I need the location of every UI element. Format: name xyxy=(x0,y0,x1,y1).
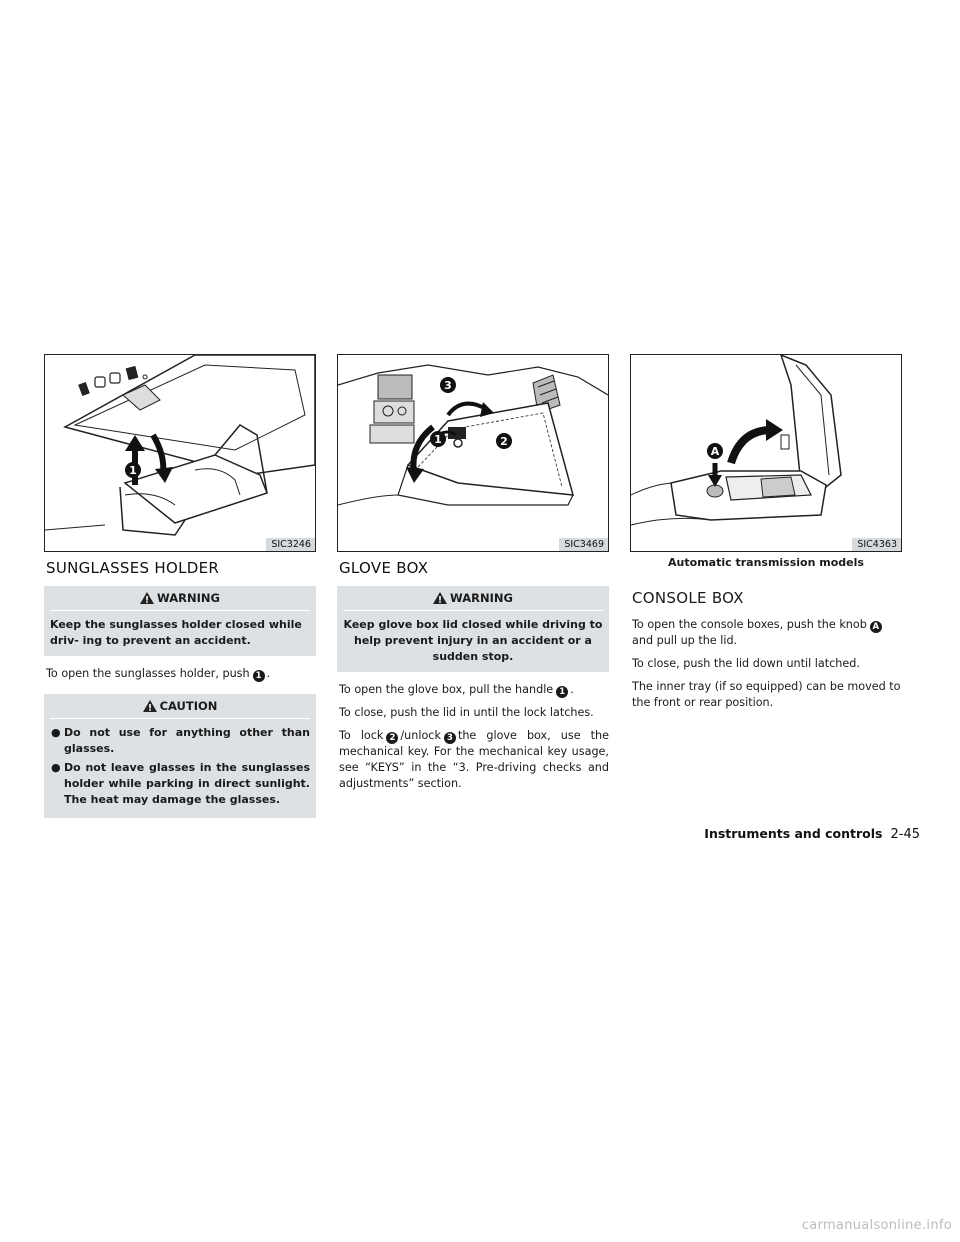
warning-text: Keep the sunglasses holder closed while driv- ing to prevent an accident. xyxy=(50,618,302,647)
figure-code: SIC3246 xyxy=(266,538,315,551)
watermark: carmanualsonline.info xyxy=(801,1218,952,1233)
caution-item xyxy=(50,725,310,757)
console-open-instruction xyxy=(632,617,902,649)
page-footer xyxy=(704,826,920,842)
caution-box xyxy=(44,694,316,818)
callout-ref-1: 1 xyxy=(556,686,568,698)
warning-header xyxy=(343,591,603,611)
bullet-icon: ● xyxy=(51,726,61,739)
caution-item-text: Do not use for anything other than glasses. xyxy=(64,726,310,755)
figure-code: SIC4363 xyxy=(852,538,901,551)
glovebox-column xyxy=(337,354,609,792)
callout-1-label: 1 xyxy=(129,464,137,477)
callout-ref-2: 2 xyxy=(386,732,398,744)
instruction-text: the glove box, use the mechanical key. For the mechanical key usage, see “KEYS” in the “3. Pre-driving checks and adjustments” section. xyxy=(339,729,609,790)
warning-box xyxy=(44,586,316,656)
page-number: 2-45 xyxy=(890,827,920,842)
section-title-glove-box: GLOVE BOX xyxy=(339,559,429,577)
console-column xyxy=(630,354,902,711)
caution-label: CAUTION xyxy=(159,699,218,713)
callout-ref-1: 1 xyxy=(253,670,265,682)
caution-item-text: Do not leave glasses in the sunglasses holder while parking in direct sunlight. The heat may damage the glasses. xyxy=(64,761,310,806)
caution-triangle-icon xyxy=(143,700,157,712)
caution-list xyxy=(50,725,310,808)
console-tray-instruction: The inner tray (if so equipped) can be moved to the front or rear position. xyxy=(632,680,901,709)
sunglasses-column xyxy=(44,354,316,818)
glovebox-lock-instruction xyxy=(339,728,609,792)
sunglasses-instruction xyxy=(46,666,316,682)
section-title-console-box: CONSOLE BOX xyxy=(632,589,744,607)
warning-triangle-icon xyxy=(433,592,447,604)
warning-label: WARNING xyxy=(450,591,513,605)
callout-a-label: A xyxy=(710,445,720,458)
instruction-text: To open the console boxes, push the knob xyxy=(632,618,867,631)
caution-item xyxy=(50,760,310,808)
instruction-end: . xyxy=(570,683,574,696)
callout-3-label: 3 xyxy=(444,379,452,392)
instruction-end: . xyxy=(266,667,271,680)
console-box-illustration xyxy=(631,355,901,551)
footer-section-name: Instruments and controls xyxy=(704,826,883,841)
callout-ref-a: A xyxy=(870,621,882,633)
bullet-icon: ● xyxy=(51,761,61,774)
callout-2-label: 2 xyxy=(500,435,508,448)
glove-box-figure xyxy=(337,354,609,552)
warning-label: WARNING xyxy=(157,591,220,605)
console-box-figure xyxy=(630,354,902,552)
glovebox-open-instruction xyxy=(339,682,609,698)
sunglasses-holder-illustration xyxy=(45,355,315,551)
instruction-text: /unlock xyxy=(400,729,441,742)
instruction-text: and pull up the lid. xyxy=(632,634,738,647)
figure-caption: Automatic transmission models xyxy=(668,556,864,569)
instruction-text: To lock xyxy=(339,729,384,742)
glove-box-illustration xyxy=(338,355,608,551)
warning-text: Keep glove box lid closed while driving to help prevent injury in an accident or a sudden stop. xyxy=(343,618,603,663)
warning-triangle-icon xyxy=(140,592,154,604)
instruction-text: To open the sunglasses holder, push xyxy=(46,667,250,680)
figure-code: SIC3469 xyxy=(559,538,608,551)
section-title-sunglasses-holder: SUNGLASSES HOLDER xyxy=(46,559,220,577)
callout-ref-3: 3 xyxy=(444,732,456,744)
callout-1-label: 1 xyxy=(434,433,442,446)
console-close-instruction: To close, push the lid down until latched. xyxy=(632,657,860,670)
instruction-text: To open the glove box, pull the handle xyxy=(339,683,554,696)
sunglasses-holder-figure xyxy=(44,354,316,552)
warning-box xyxy=(337,586,609,672)
caution-header xyxy=(50,699,310,719)
glovebox-close-instruction: To close, push the lid in until the lock latches. xyxy=(339,706,594,719)
warning-header xyxy=(50,591,310,611)
